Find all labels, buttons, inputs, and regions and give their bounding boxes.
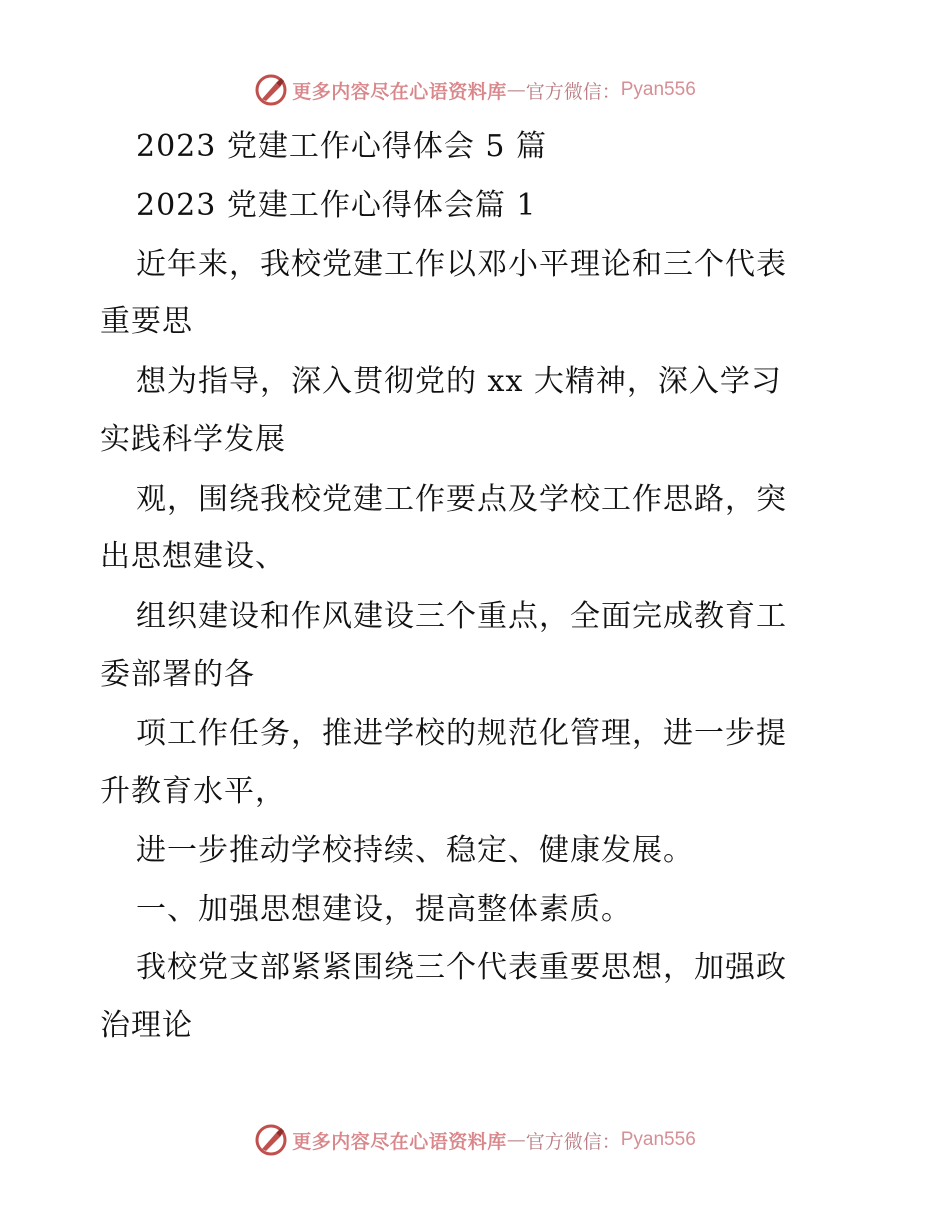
- banner-wechat-label: 官方微信：: [525, 80, 621, 103]
- paragraph-line: 我校党支部紧紧围绕三个代表重要思想，加强政: [136, 950, 787, 985]
- banner-main-text: 更多内容尽在心语资料库: [292, 80, 507, 103]
- paragraph-line: 升教育水平，: [100, 774, 286, 809]
- banner-wechat-id: Pyan556: [620, 1129, 696, 1150]
- banner-wechat-label: 官方微信：: [525, 1130, 621, 1153]
- banner-wechat-id: Pyan556: [620, 79, 696, 100]
- pen-logo-icon: [254, 1123, 288, 1157]
- banner-main-text: 更多内容尽在心语资料库: [292, 1130, 507, 1153]
- paragraph-line: 委部署的各: [100, 657, 255, 692]
- footer-watermark-banner: [0, 1120, 950, 1160]
- banner-dash: —: [506, 79, 526, 101]
- paragraph-line: 进一步推动学校持续、稳定、健康发展。: [136, 833, 694, 868]
- banner-dash: —: [506, 1129, 526, 1151]
- paragraph-line: 治理论: [100, 1008, 193, 1043]
- subheading: 一、加强思想建设，提高整体素质。: [136, 892, 632, 927]
- paragraph-line: 想为指导，深入贯彻党的 xx 大精神，深入学习: [136, 364, 782, 399]
- paragraph-line: 实践科学发展: [100, 422, 286, 457]
- header-watermark-banner: [0, 70, 950, 110]
- paragraph-line: 组织建设和作风建设三个重点，全面完成教育工: [136, 599, 787, 634]
- doc-title: 2023 党建工作心得体会 5 篇: [136, 129, 548, 164]
- paragraph-line: 项工作任务，推进学校的规范化管理，进一步提: [136, 716, 787, 751]
- paragraph-line: 观，围绕我校党建工作要点及学校工作思路，突: [136, 482, 787, 517]
- pen-logo-icon: [254, 73, 288, 107]
- paragraph-line: 重要思: [100, 304, 193, 339]
- paragraph-line: 近年来，我校党建工作以邓小平理论和三个代表: [136, 247, 787, 282]
- section-title: 2023 党建工作心得体会篇 1: [136, 188, 537, 223]
- paragraph-line: 出思想建设、: [100, 539, 286, 574]
